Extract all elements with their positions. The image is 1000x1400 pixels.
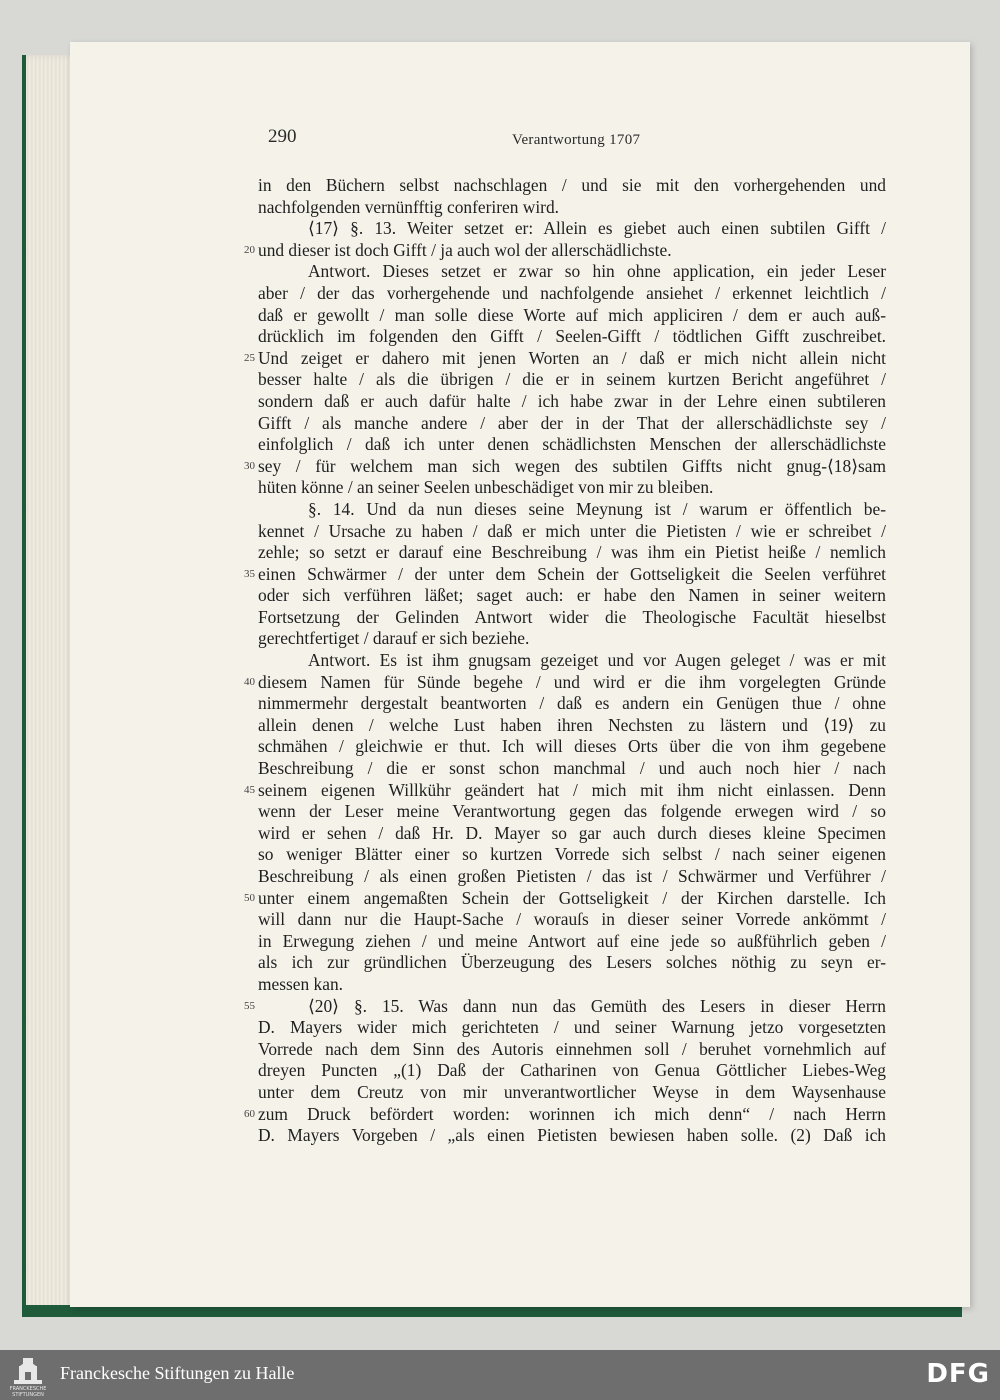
text-line <box>244 1103 886 1126</box>
text-line <box>258 1039 886 1061</box>
text-line <box>258 261 886 283</box>
text-line <box>258 628 886 650</box>
text-line <box>244 239 886 262</box>
line-text: Gifft / als manche andere / aber der in der That der allerschädlichste sey / <box>258 412 886 433</box>
line-text: oder sich verführen läßet; saget auch: er habe den Namen in seiner weitern <box>258 585 886 606</box>
text-line <box>258 585 886 607</box>
line-text: Beschreibung / als einen großen Pietisten / das ist / Schwärmer und Verführer / <box>258 866 886 886</box>
line-number: 30 <box>244 459 255 472</box>
text-line <box>258 844 886 866</box>
line-number: 60 <box>244 1107 255 1120</box>
line-text: D. Mayers Vorgeben / „als einen Pietisten bewiesen haben solle. (2) Daß ich <box>258 1125 886 1146</box>
line-text: so weniger Blätter einer so kurtzen Vorrede sich selbst / nach seiner eigenen <box>258 844 886 865</box>
text-line <box>258 175 886 197</box>
footer-bar <box>0 1350 1000 1400</box>
text-line <box>258 521 886 543</box>
line-text: als ich zur gründlichen Überzeugung des Lesers solches nöthig zu seyn er- <box>258 952 886 973</box>
line-text: sey / für welchem man sich wegen des subtilen Giffts nicht gnug-⟨18⟩sam <box>258 455 886 476</box>
line-text: Beschreibung / die er sonst schon manchmal / und auch noch hier / nach <box>258 758 886 779</box>
text-line <box>258 499 886 521</box>
text-block <box>244 175 886 1147</box>
page-number: 290 <box>268 126 297 147</box>
text-line <box>258 866 886 888</box>
line-text: will dann nur die Haupt-Sache / worauſs in dieser seiner Vorrede ankömmt / <box>258 909 886 930</box>
text-line <box>258 758 886 780</box>
footer-logo-text: FRANCKESCHE STIFTUNGEN <box>9 1386 47 1398</box>
text-line <box>258 413 886 435</box>
text-line <box>258 736 886 758</box>
line-text: in den Büchern selbst nachschlagen / und sie mit den vorhergehenden und <box>258 175 886 195</box>
text-line <box>258 693 886 715</box>
text-line <box>244 455 886 478</box>
line-text: aber / der das vorhergehende und nachfolgende ansiehet / erkennet leichtlich / <box>258 282 886 303</box>
text-line <box>244 671 886 694</box>
line-text: zehle; so setzt er darauf eine Beschreibung / was ihm ein Pietist heiße / nemlich <box>258 542 886 563</box>
line-text: wird er sehen / daß Hr. D. Mayer so gar auch durch dieses kleine Specimen <box>258 822 886 843</box>
line-text: Und zeiget er dahero mit jenen Worten an / daß er mich nicht allein nicht <box>258 347 886 368</box>
line-text: diesem Namen für Sünde begehe / und wird er die ihm vorgelegten Gründe <box>258 671 886 692</box>
line-text: hüten könne / an seiner Seelen unbeschädiget von mir zu bleiben. <box>258 477 714 498</box>
text-line <box>258 974 886 996</box>
line-text: allein denen / welche Lust haben ihren Nechsten zu lästern und ⟨19⟩ zu <box>258 714 886 735</box>
text-line <box>258 909 886 931</box>
line-text: besser halte / als die übrigen / die er in seinem kurtzen Bericht angeführet / <box>258 369 886 390</box>
line-text: dreyen Puncten „(1) Daß der Catharinen von Genua Göttlicher Liebes-Weg <box>258 1060 886 1081</box>
line-text: Antwort. Dieses setzet er zwar so hin ohne application, ein jeder Leser <box>308 261 886 282</box>
line-text: unter dem Creutz von mir unverantwortlicher Weyse in dem Waysenhause <box>258 1081 886 1102</box>
line-text: messen kan. <box>258 973 344 994</box>
line-text: drücklich im folgenden den Gifft / Seelen-Gifft / tödtlichen Gifft zuschreibet. <box>258 326 886 347</box>
line-text: seinem eigenen Willkühr geändert hat / mich mit ihm nicht einlassen. Denn <box>258 779 886 800</box>
text-line <box>258 607 886 629</box>
text-line <box>258 823 886 845</box>
line-number: 20 <box>244 243 255 256</box>
text-line <box>258 369 886 391</box>
text-line <box>258 434 886 456</box>
line-text: und dieser ist doch Gifft / ja auch wol der allerschädlichste. <box>258 239 672 260</box>
text-line <box>258 1060 886 1082</box>
text-line <box>258 283 886 305</box>
line-text: wenn der Leser meine Verantwortung gegen das folgende erwegen wird / so <box>258 801 886 822</box>
line-text: ⟨17⟩ §. 13. Weiter setzet er: Allein es giebet auch einen subtilen Gifft / <box>308 218 886 239</box>
footer-title: Franckesche Stiftungen zu Halle <box>60 1363 295 1383</box>
dfg-logo: DFG <box>926 1359 990 1389</box>
text-line <box>244 563 886 586</box>
line-text: §. 14. Und da nun dieses seine Meynung ist / warum er öffentlich be- <box>308 498 886 519</box>
line-text: in Erwegung ziehen / und meine Antwort auf eine jede so außführlich geben / <box>258 930 886 951</box>
text-line <box>258 477 886 499</box>
line-number: 50 <box>244 891 255 904</box>
line-text: Vorrede nach dem Sinn des Autoris einnehmen soll / beruhet vornehmlich auf <box>258 1038 886 1059</box>
line-number: 35 <box>244 567 255 580</box>
text-line <box>258 326 886 348</box>
line-text: Antwort. Es ist ihm gnugsam gezeiget und vor Augen geleget / was er mit <box>308 650 886 671</box>
text-line <box>258 1017 886 1039</box>
line-text: Fortsetzung der Gelinden Antwort wider die Theologische Facultät hieselbst <box>258 606 886 627</box>
text-line <box>258 931 886 953</box>
text-line <box>244 779 886 802</box>
running-head: Verantwortung 1707 <box>512 132 641 148</box>
text-line <box>244 347 886 370</box>
line-text: einfolglich / daß ich unter denen schädlichsten Menschen der allerschädlichste <box>258 434 886 455</box>
line-text: sondern daß er auch dafür halte / ich habe zwar in der Lehre einen subtileren <box>258 390 886 411</box>
line-text: daß er gewollt / man solle diese Worte auf mich appliciren / dem er auch auß- <box>258 304 886 325</box>
text-line <box>244 995 886 1018</box>
text-line <box>244 887 886 910</box>
line-number: 40 <box>244 675 255 688</box>
text-line <box>258 715 886 737</box>
text-line <box>258 542 886 564</box>
line-number: 45 <box>244 783 255 796</box>
text-line <box>258 801 886 823</box>
text-line <box>258 391 886 413</box>
line-text: zum Druck befördert worden: worinnen ich mich denn“ / nach Herrn <box>258 1103 886 1124</box>
line-text: schmähen / gleichwie er thut. Ich will dieses Orts über die von ihm gegebene <box>258 736 886 757</box>
line-text: nimmermehr dergestalt beantworten / daß es andern ein Genügen thue / ohne <box>258 693 886 714</box>
text-line <box>258 1125 886 1147</box>
text-line <box>258 218 886 240</box>
text-line <box>258 952 886 974</box>
text-line <box>258 197 886 219</box>
line-text: kennet / Ursache zu haben / daß er mich unter die Pietisten / wie er schreibet / <box>258 520 886 541</box>
text-line <box>258 650 886 672</box>
line-number: 25 <box>244 351 255 364</box>
line-text: gerechtfertiget / darauf er sich beziehe. <box>258 628 530 649</box>
line-text: nachfolgenden vernünfftig conferiren wird. <box>258 196 559 217</box>
line-text: D. Mayers wider mich gerichteten / und seiner Warnung jetzo vorgesetzten <box>258 1017 886 1038</box>
text-line <box>258 305 886 327</box>
text-line <box>258 1082 886 1104</box>
line-text: ⟨20⟩ §. 15. Was dann nun das Gemüth des Lesers in dieser Herrn <box>308 995 886 1016</box>
line-text: einen Schwärmer / der unter dem Schein der Gottseligkeit die Seelen verführet <box>258 563 886 584</box>
line-text: unter einem angemaßten Schein der Gottseligkeit / der Kirchen darstelle. Ich <box>258 887 886 908</box>
line-number: 55 <box>244 999 255 1012</box>
